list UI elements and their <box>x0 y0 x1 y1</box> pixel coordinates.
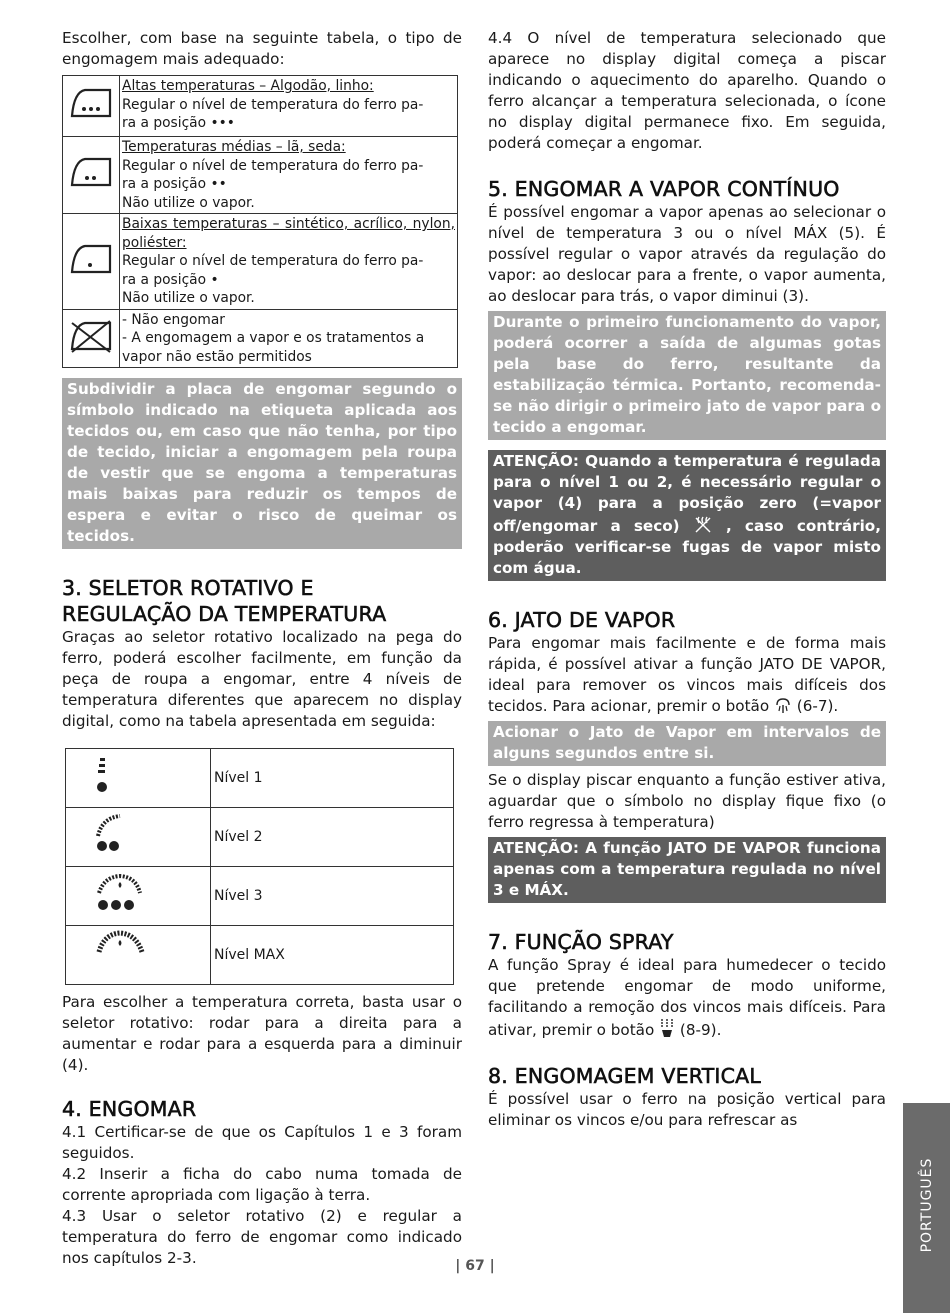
level-label: Nível MAX <box>211 926 454 985</box>
section-7-title: 7. FUNÇÃO SPRAY <box>488 930 674 954</box>
description-cell <box>120 214 458 310</box>
section-7-text-a: A função Spray é ideal para humedecer o tecido que pretende engomar de modo uniforme, facilitando a remoção dos vincos mais difíceis. Para ativar, premir o botão <box>488 956 886 1039</box>
row-line: Regular o nível de temperatura do ferro pa- <box>122 253 424 269</box>
row-line: ra a posição • <box>122 271 219 288</box>
section-7-text <box>488 955 886 1041</box>
icon-cell <box>66 867 211 926</box>
level-3-display-icon <box>96 871 148 915</box>
iron-three-dots-icon <box>69 86 113 120</box>
section-5-note: Durante o primeiro funcionamento do vapor, poderá ocorrer a saída de algumas gotas pela base do ferro, resultante da estabilização térmica. Portanto, recomenda-se não dirigir o primeiro jato de vapor para o tecido a engomar. <box>488 311 886 440</box>
icon-cell <box>63 76 120 137</box>
section-6-note: Acionar o Jato de Vapor em intervalos de alguns segundos entre si. <box>488 721 886 766</box>
level-label: Nível 1 <box>211 749 454 808</box>
section-7-text-b: (8-9). <box>679 1021 722 1039</box>
row-line: Regular o nível de temperatura do ferro pa- <box>122 96 424 113</box>
row-line: Regular o nível de temperatura do ferro pa- <box>122 157 424 174</box>
table-row <box>66 808 454 867</box>
row-line: - A engomagem a vapor e os tratamentos a vapor não estão permitidos <box>122 330 425 365</box>
steam-burst-button-icon <box>774 696 792 714</box>
level-1-display-icon <box>96 753 146 797</box>
level-label: Nível 2 <box>211 808 454 867</box>
temperature-levels-table <box>65 748 454 985</box>
row-line: ra a posição ••• <box>122 115 235 131</box>
row-heading: Temperaturas médias – lã, seda: <box>122 139 346 155</box>
description-cell <box>120 76 458 137</box>
iron-crossed-icon <box>68 318 114 354</box>
table-row <box>66 749 454 808</box>
page-number: | 67 | <box>455 1258 495 1274</box>
section-3-title-line-2: REGULAÇÃO DA TEMPERATURA <box>62 602 387 626</box>
level-max-display-icon <box>96 930 148 974</box>
level-label: Nível 3 <box>211 867 454 926</box>
description-cell <box>120 137 458 214</box>
table-row <box>63 76 458 137</box>
table-row <box>63 137 458 214</box>
level-2-display-icon <box>96 812 146 856</box>
section-8-text: É possível usar o ferro na posição vertical para eliminar os vincos e/ou para refrescar as <box>488 1090 886 1129</box>
section-6-text <box>488 633 886 717</box>
row-line: Não utilize o vapor. <box>122 290 255 306</box>
steam-off-icon <box>693 514 713 534</box>
section-3-text: Graças ao seletor rotativo localizado na pega do ferro, poderá escolher facilmente, em função da peça de roupa a engomar, entre 4 níveis de temperatura diferentes que aparecem no display digital, como na tabela apresentada em seguida: <box>62 628 462 730</box>
left-column <box>62 28 462 1269</box>
section-3-after-text: Para escolher a temperatura correta, basta usar o seletor rotativo: rodar para a direita para a aumentar e rodar para a esquerda para a diminuir (4). <box>62 993 462 1074</box>
row-heading: Baixas temperaturas – sintético, acrílico, nylon, poliéster: <box>122 216 455 251</box>
table-row <box>63 309 458 368</box>
section-6-text-b: (6-7). <box>796 697 839 715</box>
warning-text: , caso contrário, poderão verificar-se fugas de vapor misto com água. <box>493 517 881 577</box>
iron-one-dot-icon <box>69 242 113 276</box>
table-row <box>66 926 454 985</box>
section-6-title: 6. JATO DE VAPOR <box>488 608 676 632</box>
section-4-item: 4.1 Certificar-se de que os Capítulos 1 e 3 foram seguidos. <box>62 1123 462 1162</box>
section-3-title-line-1: 3. SELETOR ROTATIVO E <box>62 576 314 600</box>
section-6-warning: ATENÇÃO: A função JATO DE VAPOR funciona apenas com a temperatura regulada no nível 3 e MÁX. <box>488 837 886 903</box>
row-line: - Não engomar <box>122 311 225 328</box>
section-4-item: 4.3 Usar o seletor rotativo (2) e regular a temperatura do ferro de engomar como indicado nos capítulos 2-3. <box>62 1207 462 1267</box>
item-4-4-text: 4.4 O nível de temperatura selecionado que aparece no display digital começa a piscar indicando o aquecimento do aparelho. Quando o ferro alcançar a temperatura selecionada, o ícone no display digital permanece fixo. Em seguida, poderá começar a engomar. <box>488 29 886 152</box>
icon-cell <box>63 137 120 214</box>
section-6-text-a: Para engomar mais facilmente e de forma mais rápida, é possível ativar a função JATO DE VAPOR, ideal para remover os vincos mais difíceis dos tecidos. Para acionar, premir o botão <box>488 634 886 715</box>
row-line: Não utilize o vapor. <box>122 194 255 211</box>
section-6-text-2: Se o display piscar enquanto a função estiver ativa, aguardar que o símbolo no display fique fixo (o ferro regressa à temperatura) <box>488 771 886 831</box>
icon-cell <box>66 926 211 985</box>
icon-cell <box>63 214 120 310</box>
table-row <box>66 867 454 926</box>
section-4-title: 4. ENGOMAR <box>62 1097 197 1121</box>
language-tab-label: PORTUGUÊS <box>919 1157 935 1253</box>
section-4-item: 4.2 Inserir a ficha do cabo numa tomada de corrente apropriada com ligação à terra. <box>62 1165 462 1204</box>
description-cell <box>120 309 458 368</box>
row-line: ra a posição •• <box>122 176 227 192</box>
section-5-text: É possível engomar a vapor apenas ao selecionar o nível de temperatura 3 ou o nível MÁX (5). É possível regular o vapor através da regulação do vapor: ao deslocar para a frente, o vapor aumenta, ao deslocar para trás, o vapor diminui (3). <box>488 203 886 305</box>
icon-cell <box>66 749 211 808</box>
table-row <box>63 214 458 310</box>
fabric-temperature-table <box>62 75 458 368</box>
fabric-sorting-note: Subdividir a placa de engomar segundo o símbolo indicado na etiqueta aplicada aos tecidos ou, em caso que não tenha, por tipo de tecido, iniciar a engomagem pela roupa de vestir que se engoma a temperaturas mais baixas para reduzir os tempos de espera e evitar o risco de queimar os tecidos. <box>62 378 462 549</box>
row-heading: Altas temperaturas – Algodão, linho: <box>122 78 374 94</box>
iron-two-dots-icon <box>69 155 113 189</box>
icon-cell <box>66 808 211 867</box>
section-5-title: 5. ENGOMAR A VAPOR CONTÍNUO <box>488 177 840 201</box>
right-column <box>488 28 886 1131</box>
section-3-title <box>62 575 462 627</box>
warning-text: ATENÇÃO: Quando a temperatura é regulada para o nível 1 ou 2, é necessário regular o vapor (4) para a posição zero (=vapor off/engomar a seco) <box>493 452 881 535</box>
language-tab <box>903 1103 950 1313</box>
section-8-title: 8. ENGOMAGEM VERTICAL <box>488 1064 762 1088</box>
spray-button-icon <box>659 1018 675 1038</box>
intro-text: Escolher, com base na seguinte tabela, o tipo de engomagem mais adequado: <box>62 29 462 68</box>
icon-cell <box>63 309 120 368</box>
section-5-warning <box>488 450 886 581</box>
